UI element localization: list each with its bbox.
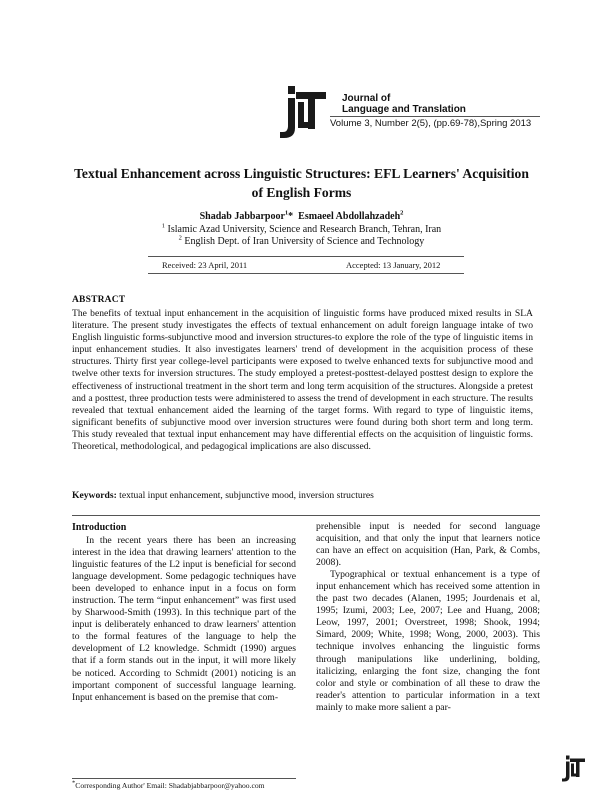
- author-1: Shadab Jabbarpoor: [199, 211, 285, 222]
- paper-title: Textual Enhancement across Linguistic Structures: EFL Learners' Acquisition of English Forms: [74, 166, 529, 200]
- corner-logo-icon: [561, 751, 587, 785]
- intro-right-column: [316, 521, 540, 714]
- author-1-sup: 1: [284, 209, 289, 217]
- section-rule: [72, 515, 540, 516]
- footnote: [72, 781, 265, 790]
- footnote-mark: *: [72, 779, 76, 787]
- footnote-rule: [72, 778, 296, 779]
- abstract-text: The benefits of textual input enhancement in the acquisition of linguistic forms have produced mixed results in SLA literature. The present study investigates the effects of textual enhancement on adult foreign language intake of two English linguistic forms-subjunctive mood and inversion structures-to explore the role of the type of linguistic items in input enhancement studies. It also investigates learners' trend of development in the acquisition process of these structures. Thirty first year college-level participants were exposed to twelve enhanced texts for subjunctive mood and twelve other texts for inversion structures. The study employed a pretest-posttest-delayed posttest design to explore the effectiveness of instructional treatment in the short term and long term acquisition of the structures. Alongside a pretest and a posttest, three production tests were administered to assess the trend of development in each structure. The results revealed that textual enhancement aided the learning of the target forms. With regard to type of linguistic items, significant benefits of subjunctive mood over inversion structures were found during both short term and long term. This study revealed that textual input enhancement may have differential effects on the acquisition of linguistic forms. Theoretical, methodological, and pedagogical implications are also discussed.: [72, 308, 533, 453]
- affiliation-1: [70, 224, 533, 235]
- journal-name: [342, 93, 466, 115]
- affiliation-1-text: Islamic Azad University, Science and Research Branch, Tehran, Iran: [167, 224, 442, 235]
- dates-rule-bottom: [148, 273, 464, 274]
- affiliation-2-text: English Dept. of Iran University of Science and Technology: [184, 236, 425, 247]
- affiliation-1-sup: 1: [161, 222, 166, 230]
- header-rule: [330, 116, 540, 117]
- affiliation-2: [70, 236, 533, 247]
- introduction-heading: Introduction: [72, 522, 127, 533]
- footnote-text: Corresponding Author' Email: Shadabjabbarpoor@yahoo.com: [75, 781, 265, 790]
- journal-name-line1: Journal of: [342, 93, 391, 104]
- author-line: [70, 211, 533, 222]
- intro-right-paragraph-1: prehensible input is needed for second language acquisition, and that only the input that learners notice can have an effect on acquisition (Han, Park, & Combs, 2008).: [316, 521, 540, 569]
- intro-right-paragraph-2: Typographical or textual enhancement is a type of input enhancement which has received some attention in the past two decades (Alanen, 1995; Jourdenais et al, 1995; Izumi, 2003; Lee, 2007; Lee and Huang, 2008; Leow, 1997, 2001; Overstreet, 1998; Shook, 1994; Simard, 2009; White, 1998; Wong, 2000, 2003). This technique involves enhancing the linguistic forms through manipulations like underlining, bolding, italicizing, enlarging the font size, changing the font color and style or combination of all these to draw the reader's attention to particular information in a text mainly to make more salient a par-: [316, 569, 540, 713]
- abstract-heading: ABSTRACT: [72, 295, 126, 305]
- keywords-text: textual input enhancement, subjunctive mood, inversion structures: [119, 490, 374, 501]
- affiliation-2-sup: 2: [178, 234, 182, 242]
- intro-left-column: In the recent years there has been an increasing interest in the idea that drawing learners' attention to the linguistic features of the L2 input is beneficial for second language development. Some pedagogic techniques have been developed to enhance input in a focus on form instruction. The term “input enhancement” was first used by Sharwood-Smith (1993). In this technique part of the input is deliberately enhanced to draw learners' attention to the formal features of the language to help the development of L2 knowledge. Schmidt (1990) argues that if a form stands out in the input, it will more likely be noticed. According to Schmidt (2001) noticing is an important component of successful language learning. Input enhancement is based on the premise that com-: [72, 535, 296, 703]
- journal-name-line2: Language and Translation: [342, 104, 466, 115]
- received-date: Received: 23 April, 2011: [162, 260, 248, 270]
- dates-rule-top: [148, 256, 464, 257]
- journal-logo: [278, 82, 330, 140]
- keywords-label: Keywords:: [72, 490, 117, 501]
- journal-volume: Volume 3, Number 2(5), (pp.69-78),Spring 2013: [330, 118, 532, 129]
- author-2: Esmaeel Abdollahzadeh: [298, 211, 401, 222]
- keywords: [72, 490, 533, 502]
- author-2-sup: 2: [400, 209, 404, 217]
- accepted-date: Accepted: 13 January, 2012: [346, 260, 441, 270]
- corner-logo: [561, 751, 587, 785]
- corresponding-mark: *: [288, 211, 294, 222]
- journal-logo-icon: [278, 82, 330, 140]
